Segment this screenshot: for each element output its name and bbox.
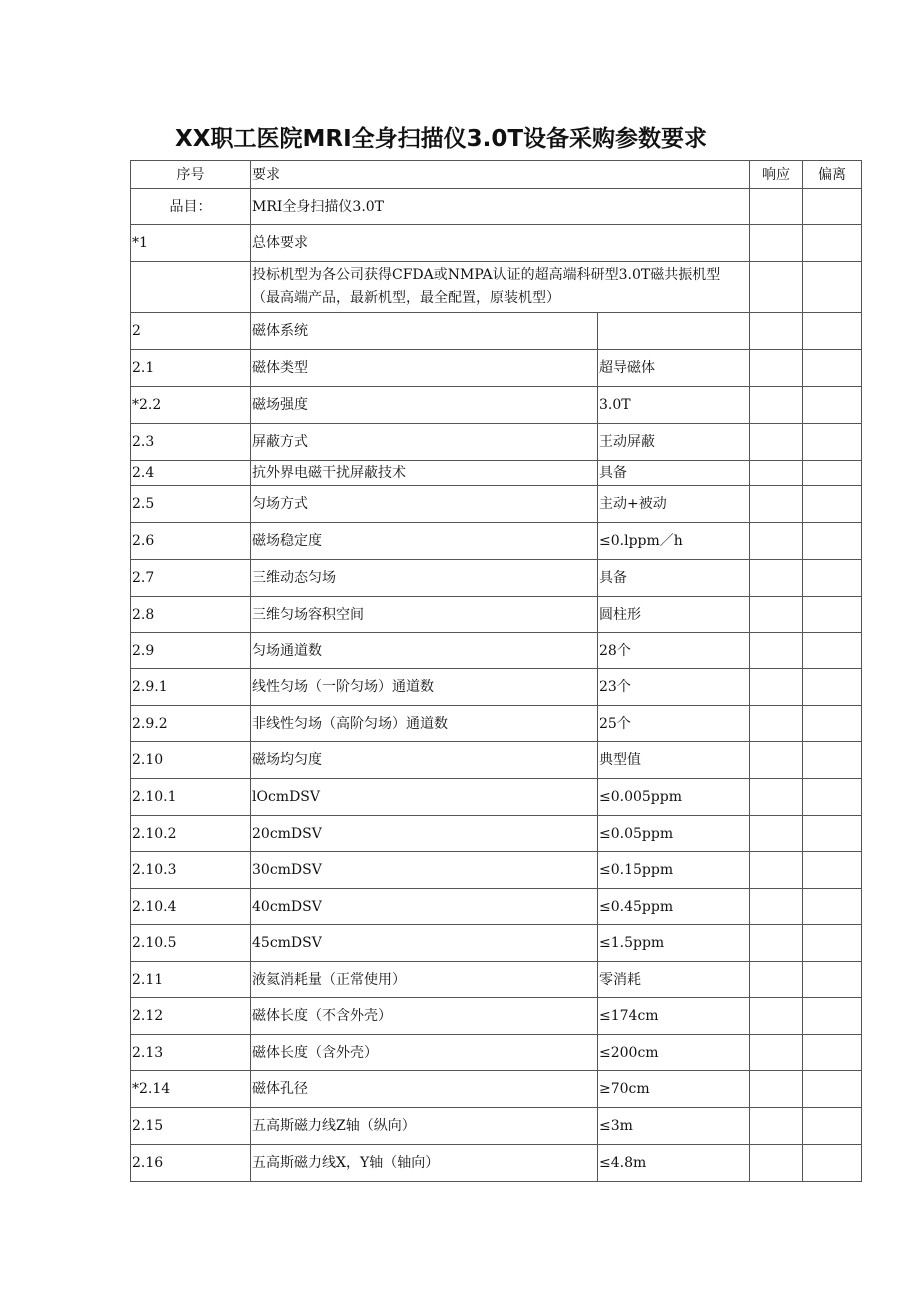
row-value: ≤200cm [598,1035,750,1071]
row-name: 磁场稳定度 [251,523,598,560]
row-response [750,706,803,742]
table-row [131,1035,862,1071]
item-label: 品目： [131,189,251,225]
general-no: *1 [131,225,251,262]
row-no: 2.3 [131,424,251,461]
row-no: 2.13 [131,1035,251,1071]
row-response [750,523,803,560]
section-2-row [131,313,862,350]
section-2-dev [803,313,862,350]
row-name: 三维匀场容积空间 [251,597,598,633]
row-value: ≥70cm [598,1071,750,1108]
row-deviation [803,560,862,597]
row-deviation [803,387,862,424]
row-deviation [803,998,862,1035]
general-resp [750,225,803,262]
row-response [750,742,803,779]
row-name: 30cmDSV [251,852,598,889]
general-row [131,225,862,262]
row-response [750,925,803,962]
row-name: 非线性匀场（高阶匀场）通道数 [251,706,598,742]
table-row [131,1071,862,1108]
row-no: 2.5 [131,486,251,523]
row-name: 45cmDSV [251,925,598,962]
row-deviation [803,1035,862,1071]
row-no: 2.4 [131,461,251,486]
table-row [131,962,862,998]
table-row [131,816,862,852]
row-name: 抗外界电磁干扰屏蔽技术 [251,461,598,486]
table-row [131,461,862,486]
row-name: 线性匀场（一阶匀场）通道数 [251,669,598,706]
section-2-title: 磁体系统 [251,313,598,350]
row-no: *2.14 [131,1071,251,1108]
row-deviation [803,424,862,461]
general-text-no [131,262,251,313]
row-response [750,1035,803,1071]
row-no: 2.11 [131,962,251,998]
table-row [131,387,862,424]
row-response [750,779,803,816]
table-row [131,998,862,1035]
spec-table [130,160,862,1182]
row-response [750,560,803,597]
row-no: 2.9.1 [131,669,251,706]
row-value: ≤3m [598,1108,750,1145]
row-value: 具备 [598,461,750,486]
row-deviation [803,523,862,560]
row-value: 23个 [598,669,750,706]
row-value: 超导磁体 [598,350,750,387]
table-row [131,889,862,925]
row-value: ≤0.lppm／h [598,523,750,560]
table-row [131,669,862,706]
row-value: ≤0.45ppm [598,889,750,925]
row-name: 磁体长度（含外壳） [251,1035,598,1071]
row-response [750,1145,803,1182]
table-row [131,560,862,597]
row-value: ≤4.8m [598,1145,750,1182]
table-row [131,706,862,742]
row-no: 2.7 [131,560,251,597]
row-response [750,350,803,387]
row-value: 圆柱形 [598,597,750,633]
header-no: 序号 [131,161,251,189]
row-deviation [803,816,862,852]
row-value: 主动+被动 [598,486,750,523]
row-response [750,889,803,925]
row-no: 2.8 [131,597,251,633]
row-response [750,852,803,889]
row-name: 40cmDSV [251,889,598,925]
section-2-value [598,313,750,350]
table-row [131,925,862,962]
row-deviation [803,461,862,486]
table-row [131,424,862,461]
row-response [750,461,803,486]
row-deviation [803,350,862,387]
item-row [131,189,862,225]
table-row [131,597,862,633]
row-name: 五高斯磁力线Z轴（纵向） [251,1108,598,1145]
row-response [750,669,803,706]
header-req: 要求 [251,161,750,189]
row-value: 零消耗 [598,962,750,998]
row-deviation [803,742,862,779]
row-deviation [803,633,862,669]
row-no: 2.10.3 [131,852,251,889]
row-no: 2.15 [131,1108,251,1145]
section-2-resp [750,313,803,350]
item-dev [803,189,862,225]
row-no: 2.6 [131,523,251,560]
row-value: 28个 [598,633,750,669]
row-response [750,633,803,669]
row-name: 磁场均匀度 [251,742,598,779]
row-name: 匀场通道数 [251,633,598,669]
table-row [131,1145,862,1182]
row-value: ≤0.005ppm [598,779,750,816]
row-value: 具备 [598,560,750,597]
row-no: 2.10.5 [131,925,251,962]
row-deviation [803,925,862,962]
row-name: 三维动态匀场 [251,560,598,597]
row-value: ≤0.05ppm [598,816,750,852]
row-deviation [803,1108,862,1145]
table-row [131,523,862,560]
row-response [750,597,803,633]
row-no: 2.9 [131,633,251,669]
row-response [750,1071,803,1108]
row-deviation [803,1071,862,1108]
row-deviation [803,852,862,889]
item-value: MRI全身扫描仪3.0T [251,189,750,225]
row-response [750,424,803,461]
row-response [750,387,803,424]
header-row [131,161,862,189]
table-row [131,350,862,387]
row-no: 2.10.4 [131,889,251,925]
table-row [131,852,862,889]
row-name: 20cmDSV [251,816,598,852]
row-response [750,816,803,852]
row-no: 2.12 [131,998,251,1035]
row-name: lOcmDSV [251,779,598,816]
row-response [750,486,803,523]
row-no: 2.16 [131,1145,251,1182]
table-row [131,1108,862,1145]
row-name: 磁场强度 [251,387,598,424]
row-value: ≤0.15ppm [598,852,750,889]
row-deviation [803,779,862,816]
general-text-row [131,262,862,313]
row-value: 王动屏蔽 [598,424,750,461]
row-no: *2.2 [131,387,251,424]
header-resp: 响应 [750,161,803,189]
row-name: 屏蔽方式 [251,424,598,461]
page-title: XX职工医院MRI全身扫描仪3.0T设备采购参数要求 [175,126,708,152]
row-name: 五高斯磁力线X，Y轴（轴向） [251,1145,598,1182]
general-title: 总体要求 [251,225,750,262]
item-resp [750,189,803,225]
row-no: 2.9.2 [131,706,251,742]
row-deviation [803,962,862,998]
row-no: 2.10.1 [131,779,251,816]
row-response [750,962,803,998]
table-row [131,486,862,523]
row-name: 磁体长度（不含外壳） [251,998,598,1035]
general-text-resp [750,262,803,313]
row-deviation [803,706,862,742]
row-deviation [803,486,862,523]
table-row [131,633,862,669]
row-value: 25个 [598,706,750,742]
row-value: 典型值 [598,742,750,779]
row-name: 液氦消耗量（正常使用） [251,962,598,998]
row-deviation [803,669,862,706]
row-response [750,1108,803,1145]
row-no: 2.10.2 [131,816,251,852]
row-value: ≤1.5ppm [598,925,750,962]
row-name: 磁体类型 [251,350,598,387]
general-text: 投标机型为各公司获得CFDA或NMPA认证的超高端科研型3.0T磁共振机型（最高端产品，最新机型，最全配置，原装机型） [251,262,750,313]
row-no: 2.1 [131,350,251,387]
general-text-dev [803,262,862,313]
table-row [131,779,862,816]
table-row [131,742,862,779]
row-name: 磁体孔径 [251,1071,598,1108]
row-value: ≤174cm [598,998,750,1035]
row-no: 2.10 [131,742,251,779]
row-value: 3.0T [598,387,750,424]
row-deviation [803,597,862,633]
header-dev: 偏离 [803,161,862,189]
row-response [750,998,803,1035]
row-deviation [803,889,862,925]
row-name: 匀场方式 [251,486,598,523]
row-deviation [803,1145,862,1182]
general-dev [803,225,862,262]
section-2-no: 2 [131,313,251,350]
